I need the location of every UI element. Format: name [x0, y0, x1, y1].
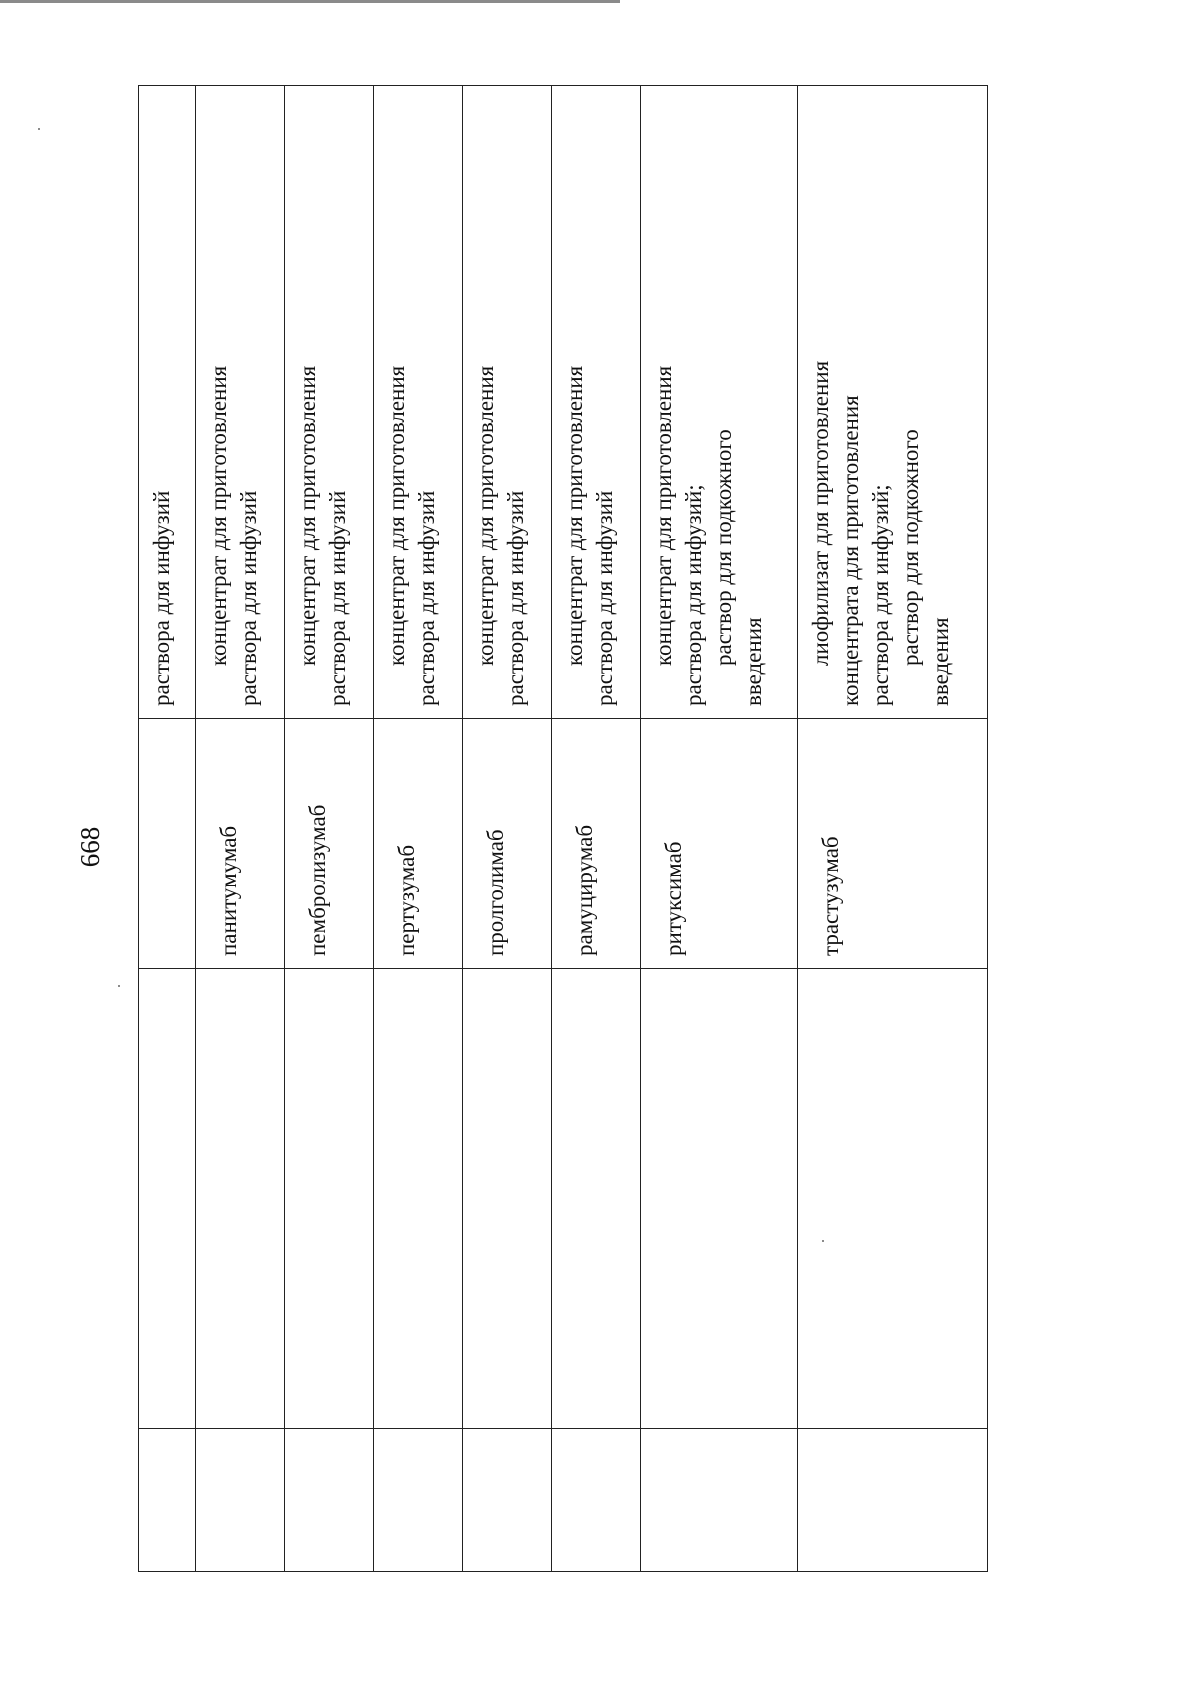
table-row — [374, 86, 463, 1572]
cell-drug-name: панитумумаб — [196, 719, 285, 969]
cell-group — [285, 969, 374, 1429]
cell-dosage-form — [641, 86, 798, 719]
dosage-form-line: концентрата для приготовления — [838, 395, 863, 706]
page-number: 668 — [75, 826, 105, 868]
table-row — [463, 86, 552, 1572]
drug-table — [138, 85, 988, 1572]
cell-dosage-form — [196, 86, 285, 719]
dosage-form-line: концентрат для приготовления — [473, 365, 498, 666]
dosage-form-line: введения — [741, 617, 766, 706]
cell-code — [139, 1429, 196, 1572]
dosage-form-line: концентрат для приготовления — [562, 365, 587, 666]
dosage-form-line: раствора для инфузий — [592, 490, 617, 706]
cell-code — [798, 1429, 988, 1572]
cell-group — [552, 969, 641, 1429]
dosage-form-line: лиофилизат для приготовления — [808, 360, 833, 666]
dosage-form-line: концентрат для приготовления — [206, 365, 231, 666]
dosage-form-line: раствора для инфузий; — [868, 484, 893, 706]
cell-dosage-form — [552, 86, 641, 719]
cell-drug-name: рамуцирумаб — [552, 719, 641, 969]
dosage-form-line: раствор для подкожного — [898, 429, 923, 666]
dosage-form-line: концентрат для приготовления — [384, 365, 409, 666]
cell-drug-name — [139, 719, 196, 969]
cell-dosage-form — [798, 86, 988, 719]
dosage-form-line: раствора для инфузий — [414, 490, 439, 706]
cell-dosage-form — [463, 86, 552, 719]
cell-code — [196, 1429, 285, 1572]
table-row — [798, 86, 988, 1572]
dosage-form-line: раствора для инфузий — [236, 490, 261, 706]
dosage-form-line: раствора для инфузий; — [681, 484, 706, 706]
table-row — [196, 86, 285, 1572]
cell-group — [641, 969, 798, 1429]
cell-dosage-form — [374, 86, 463, 719]
table-row — [552, 86, 641, 1572]
cell-code — [374, 1429, 463, 1572]
cell-group — [463, 969, 552, 1429]
cell-group — [798, 969, 988, 1429]
dosage-form-line: раствора для инфузий — [503, 490, 528, 706]
cell-drug-name: пертузумаб — [374, 719, 463, 969]
cell-code — [463, 1429, 552, 1572]
cell-group — [196, 969, 285, 1429]
cell-dosage-form — [285, 86, 374, 719]
dosage-form-line: введения — [928, 617, 953, 706]
cell-drug-name: пембролизумаб — [285, 719, 374, 969]
cell-code — [641, 1429, 798, 1572]
cell-group — [374, 969, 463, 1429]
dosage-form-line: раствор для подкожного — [711, 429, 736, 666]
cell-drug-name: ритуксимаб — [641, 719, 798, 969]
cell-group — [139, 969, 196, 1429]
table-row — [641, 86, 798, 1572]
cell-code — [552, 1429, 641, 1572]
dosage-form-line: раствора для инфузий — [149, 490, 174, 706]
dosage-form-line: концентрат для приготовления — [651, 365, 676, 666]
cell-drug-name: пролголимаб — [463, 719, 552, 969]
cell-drug-name: трастузумаб — [798, 719, 988, 969]
cell-code — [285, 1429, 374, 1572]
cell-dosage-form — [139, 86, 196, 719]
table-row — [285, 86, 374, 1572]
dosage-form-line: концентрат для приготовления — [295, 365, 320, 666]
dosage-form-line: раствора для инфузий — [325, 490, 350, 706]
table-row — [139, 86, 196, 1572]
